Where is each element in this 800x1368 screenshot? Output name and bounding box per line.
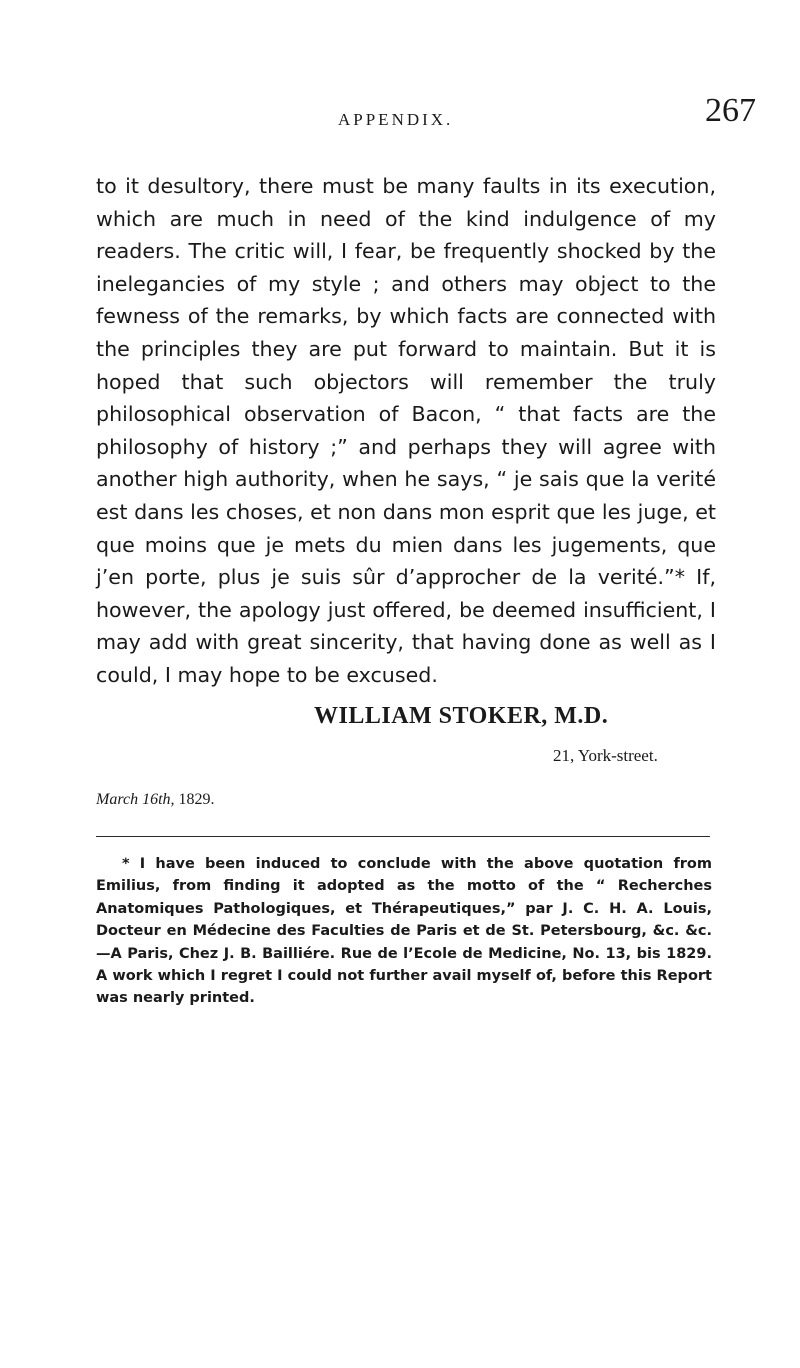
- page-number: 267: [705, 92, 756, 129]
- author-address: 21, York-street.: [553, 746, 658, 765]
- dateline-day: 16th,: [142, 791, 175, 808]
- body-paragraph: to it desultory, there must be many faults in its execution, which are much in need of the kind indulgence of my readers. The critic will, I fear, be frequently shocked by the inelegancies of my style ; and others may object to the fewness of the remarks, by which facts are connected with the principles they are put forward to maintain. But it is hoped that such objectors will remember the truly philosophical observation of Bacon, “ that facts are the philosophy of history ;” and perhaps they will agree with another high authority, when he says, “ je sais que la verité est dans les choses, et non dans mon esprit que les juge, et que moins que je mets du mien dans les jugements, que j’en porte, plus je suis sûr d’approcher de la verité.”* If, however, the apology just offered, be deemed insufficient, I may add with great sincerity, that having done as well as I could, I may hope to be excused.: [96, 174, 716, 687]
- footnote: * I have been induced to conclude with the above quotation from Emilius, from finding it adopted as the motto of the “ Recherches Anatomiques Pathologiques, et Thérapeutiques,” par J. C. H. A. Louis, Docteur en Médecine des Faculties de Paris et de St. Petersbourg, &c. &c.—A Paris, Chez J. B. Bailliére. Rue de l’Ecole de Medicine, No. 13, bis 1829. A work which I regret I could not further avail myself of, before this Report was nearly printed.: [96, 856, 712, 1007]
- dateline: [96, 791, 215, 809]
- running-head: [0, 92, 800, 132]
- footnote-divider: [96, 836, 710, 837]
- running-title: APPENDIX.: [338, 110, 454, 129]
- dateline-year: 1829.: [178, 791, 215, 808]
- dateline-month: March: [96, 791, 139, 808]
- author-signature: WILLIAM STOKER, M.D.: [314, 703, 609, 729]
